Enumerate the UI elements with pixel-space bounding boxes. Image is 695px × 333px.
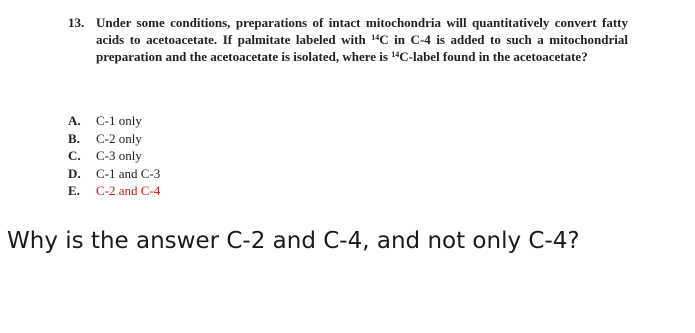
option-b (68, 130, 160, 148)
option-letter: D. (68, 165, 81, 181)
option-c (68, 147, 160, 165)
isotope-superscript-1: 14 (371, 33, 380, 42)
option-d (68, 165, 160, 183)
isotope-superscript-2: 14 (391, 50, 400, 59)
question-text-part-1: Under some conditions, preparations of intact mitochondria will quantitatively convert fatty acids to acetoacetate. If palmitate labeled with (96, 15, 628, 47)
question-row (68, 14, 628, 65)
question-number: 13. (68, 15, 85, 30)
option-a (68, 112, 160, 130)
question-text (96, 14, 628, 65)
option-text: C-1 only (96, 113, 142, 128)
option-letter: A. (68, 113, 81, 128)
option-text: C-1 and C-3 (96, 165, 161, 181)
option-text-highlighted: C-2 and C-4 (96, 183, 161, 198)
option-text: C-2 only (96, 130, 142, 146)
question-text-part-3: C-label found in the acetoacetate? (399, 49, 588, 64)
option-letter: E. (68, 183, 80, 198)
question-block (68, 14, 628, 65)
option-e-correct-answer (68, 182, 160, 200)
option-text: C-3 only (96, 148, 142, 163)
followup-question: Why is the answer C-2 and C-4, and not only C-4? (7, 228, 580, 254)
option-letter: C. (68, 148, 81, 163)
question-text-part-2: C in C-4 is added to such a mitochondrial preparation and the acetoacetate is isolated, where is (96, 32, 628, 64)
option-letter: B. (68, 130, 80, 146)
answer-options (68, 112, 160, 200)
